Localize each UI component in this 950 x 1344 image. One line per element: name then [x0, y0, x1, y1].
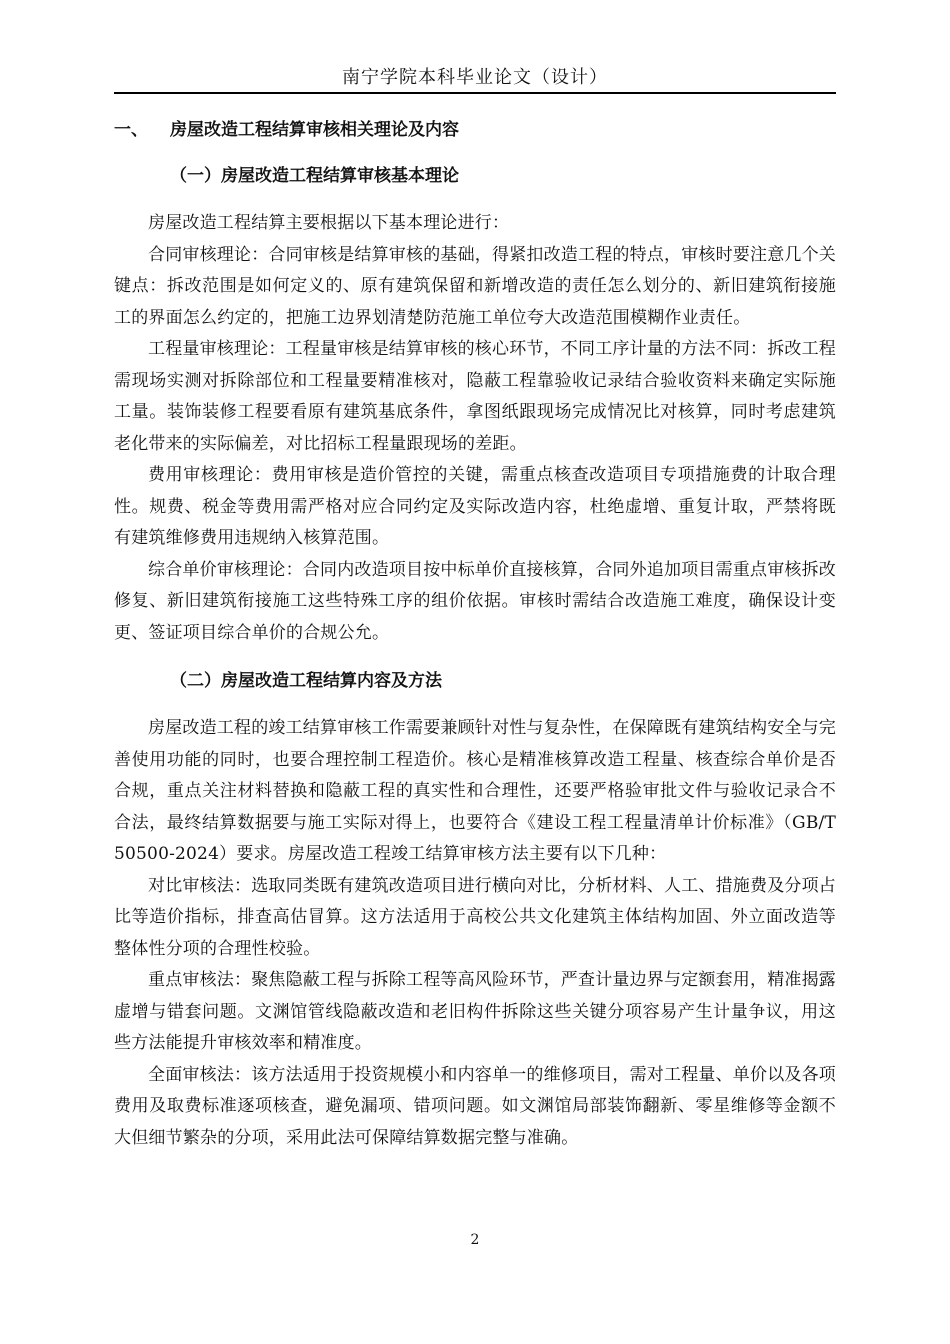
- paragraph: 房屋改造工程结算主要根据以下基本理论进行：: [148, 213, 510, 233]
- header-rule: [114, 92, 836, 94]
- paragraph: 合同审核理论：合同审核是结算审核的基础，得紧扣改造工程的特点，审核时要注意几个关键点：拆改范围是如何定义的、原有建筑保留和新增改造的责任怎么划分的、新旧建筑衔接施工的界面怎么约定的，把施工边界划清楚防范施工单位夸大改造范围模糊作业责任。: [114, 244, 836, 328]
- paragraph: 工程量审核理论：工程量审核是结算审核的核心环节，不同工序计量的方法不同：拆改工程需现场实测对拆除部位和工程量要精准核对，隐蔽工程靠验收记录结合验收资料来确定实际施工量。装饰装修工程要看原有建筑基底条件，拿图纸跟现场完成情况比对核算，同时考虑建筑老化带来的实际偏差，对比招标工程量跟现场的差距。: [114, 339, 836, 454]
- paragraph: 房屋改造工程的竣工结算审核工作需要兼顾针对性与复杂性，在保障既有建筑结构安全与完善使用功能的同时，也要合理控制工程造价。核心是精准核算改造工程量、核查综合单价是否合规，重点关注材料替换和隐蔽工程的真实性和合理性，还要严格验审批文件与验收记录合不合法，最终结算数据要与施工实际对得上，也要符合《建设工程工程量清单计价标准》（GB/T 50500-2024）要求。房屋改造工程竣工结算审核方法主要有以下几种：: [114, 718, 836, 864]
- paragraph: 重点审核法：聚焦隐蔽工程与拆除工程等高风险环节，严查计量边界与定额套用，精准揭露虚增与错套问题。文渊馆管线隐蔽改造和老旧构件拆除这些关键分项容易产生计量争议，用这些方法能提升审核效率和精准度。: [114, 970, 836, 1053]
- running-header: 南宁学院本科毕业论文（设计）: [342, 67, 608, 88]
- subsection-1-heading: （一）房屋改造工程结算审核基本理论: [170, 166, 459, 186]
- spacer: [114, 649, 836, 665]
- section-title: 房屋改造工程结算审核相关理论及内容: [170, 120, 459, 140]
- section-number: 一、: [114, 120, 148, 140]
- section-heading: [114, 114, 836, 146]
- paragraph: 对比审核法：选取同类既有建筑改造项目进行横向对比，分析材料、人工、措施费及分项占比等造价指标，排查高估冒算。这方法适用于高校公共文化建筑主体结构加固、外立面改造等整体性分项的合理性校验。: [114, 875, 836, 959]
- subsection-2-heading: （二）房屋改造工程结算内容及方法: [170, 671, 442, 691]
- paragraph: 全面审核法：该方法适用于投资规模小和内容单一的维修项目，需对工程量、单价以及各项费用及取费标准逐项核查，避免漏项、错项问题。如文渊馆局部装饰翻新、零星维修等金额不大但细节繁杂的分项，采用此法可保障结算数据完整与准确。: [114, 1064, 836, 1148]
- paragraph: 费用审核理论：费用审核是造价管控的关键，需重点核查改造项目专项措施费的计取合理性。规费、税金等费用需严格对应合同约定及实际改造内容，杜绝虚增、重复计取，严禁将既有建筑维修费用违规纳入核算范围。: [114, 465, 836, 548]
- page-number: 2: [470, 1232, 480, 1248]
- paragraph: 综合单价审核理论：合同内改造项目按中标单价直接核算，合同外追加项目需重点审核拆改修复、新旧建筑衔接施工这些特殊工序的组价依据。审核时需结合改造施工难度，确保设计变更、签证项目综合单价的合规公允。: [114, 559, 836, 643]
- page-content: [114, 114, 836, 1154]
